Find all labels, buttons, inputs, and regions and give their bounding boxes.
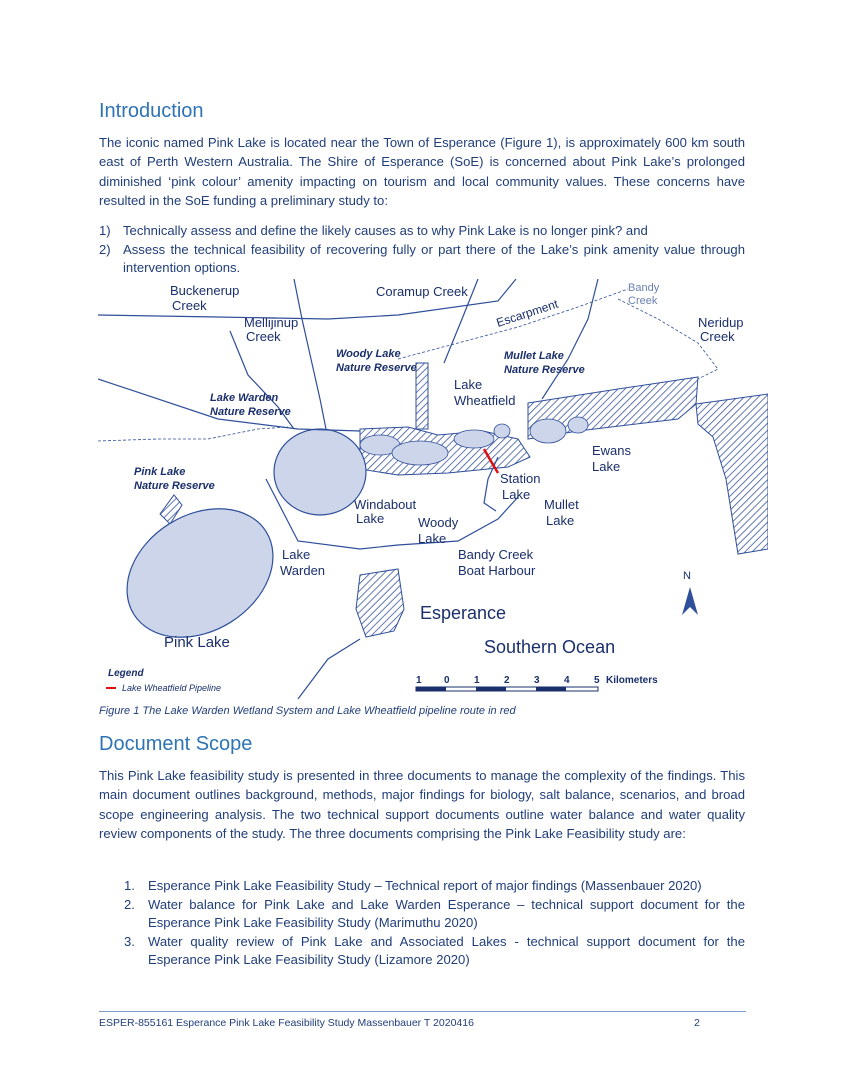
intro-list-item-2 <box>99 241 745 278</box>
southern-ocean-label: Southern Ocean <box>484 637 616 657</box>
esperance-label: Esperance <box>420 603 507 623</box>
buckenerup-label: Buckenerup <box>170 283 240 298</box>
windabout-lake-label: Lake <box>356 511 385 526</box>
ewans-lake-label: Lake <box>592 459 621 474</box>
list-number: 1. <box>124 878 135 893</box>
mullet-lake-water <box>530 419 566 443</box>
lake-warden-wetland-map <box>98 279 768 699</box>
wheatfield-lake-water <box>454 430 494 448</box>
scope-list-item-3 <box>124 933 745 970</box>
buckenerup-creek-label: Creek <box>172 298 207 313</box>
intro-list-item-1 <box>99 222 745 240</box>
mullet-label: Mullet <box>544 497 579 512</box>
bandy-creek-label: Creek <box>628 295 658 307</box>
list-text: Assess the technical feasibility of recovering fully or part there of the Lake’s pink amenity value through intervention options. <box>123 242 745 276</box>
warden-reserve-label-2: Nature Reserve <box>210 406 291 418</box>
neridup-label: Neridup <box>698 315 744 330</box>
introduction-heading: Introduction <box>99 100 204 122</box>
scope-list-item-1 <box>124 877 745 895</box>
scope-list-item-2 <box>124 896 745 933</box>
ewans-label: Ewans <box>592 443 632 458</box>
mullet-lake-label: Lake <box>546 513 575 528</box>
woody-reserve-label-2: Nature Reserve <box>336 362 417 374</box>
figure-caption: Figure 1 The Lake Warden Wetland System and Lake Wheatfield pipeline route in red <box>99 705 516 717</box>
scale-tick-label: 5 <box>594 675 600 686</box>
neridup-creek-label: Creek <box>700 329 735 344</box>
document-scope-paragraph: This Pink Lake feasibility study is presented in three documents to manage the complexity of the findings. This main document outlines background, methods, major findings for biology, salt balance, scenarios, and broad scope engineering analysis. The two technical support documents outline water balance and water quality review components of the study. The three documents comprising the Pink Lake Feasibility study are: <box>99 768 745 841</box>
legend-title: Legend <box>108 668 144 679</box>
scale-tick-label: 2 <box>504 675 510 686</box>
scale-unit-label: Kilometers <box>606 675 658 686</box>
introduction-paragraph: The iconic named Pink Lake is located near the Town of Esperance (Figure 1), is approximately 600 km south east of Perth Western Australia. The Shire of Esperance (SoE) is concerned about Pink Lake’s prolonged diminished ‘pink colour’ amenity impacting on tourism and local community values. These concerns have resulted in the SoE funding a preliminary study to: <box>99 135 745 208</box>
scale-tick-label: 4 <box>564 675 570 686</box>
woody-lake-label: Lake <box>418 531 447 546</box>
list-number: 2) <box>99 242 111 257</box>
station-label: Station <box>500 471 541 486</box>
page-number: 2 <box>694 1017 700 1029</box>
coramup-label: Coramup Creek <box>376 284 468 299</box>
lake-warden-label-2: Warden <box>280 563 326 578</box>
list-text: Water balance for Pink Lake and Lake Warden Esperance – technical support document for the Esperance Pink Lake Feasibility Study (Marimuthu 2020) <box>148 897 745 931</box>
mellijinup-label: Mellijinup <box>244 315 299 330</box>
scale-bar <box>416 687 598 691</box>
windabout-label: Windabout <box>354 497 417 512</box>
list-number: 1) <box>99 223 111 238</box>
ewans-lake-water <box>568 417 588 433</box>
station-lake-label: Lake <box>502 487 531 502</box>
list-text: Water quality review of Pink Lake and Associated Lakes - technical support document for the Esperance Pink Lake Feasibility Study (Lizamore 2020) <box>148 934 745 968</box>
north-label: N <box>683 570 691 582</box>
list-text: Technically assess and define the likely causes as to why Pink Lake is no longer pink? and <box>123 223 648 238</box>
warden-reserve-label-1: Lake Warden <box>210 392 279 404</box>
bandy-label: Bandy <box>628 282 660 294</box>
station-lake-water <box>494 424 510 438</box>
woody-reserve-label-1: Woody Lake <box>336 348 401 360</box>
list-number: 2. <box>124 897 135 912</box>
mullet-reserve-label-2: Nature Reserve <box>504 364 585 376</box>
pink-reserve-label-1: Pink Lake <box>134 466 186 478</box>
legend-item-label: Lake Wheatfield Pipeline <box>122 683 222 693</box>
pink-reserve-label-2: Nature Reserve <box>134 480 215 492</box>
list-number: 3. <box>124 934 135 949</box>
wheatfield-label: Wheatfield <box>454 393 516 408</box>
scale-tick-label: 1 <box>474 675 480 686</box>
footer-document-id: ESPER-855161 Esperance Pink Lake Feasibility Study Massenbauer T 2020416 <box>99 1017 474 1029</box>
scale-tick-label: 3 <box>534 675 540 686</box>
footer-divider <box>99 1011 746 1012</box>
document-scope-heading: Document Scope <box>99 733 253 755</box>
lake-warden-label-1: Lake <box>282 547 311 562</box>
bandy-creek-harbour-label-1: Bandy Creek <box>458 547 534 562</box>
escarpment-label: Escarpment <box>494 296 560 330</box>
scale-tick-label: 1 <box>416 675 422 686</box>
wheatfield-lake-label: Lake <box>454 377 483 392</box>
woody-lake-reserve-area <box>416 363 428 429</box>
woody-lake-water <box>392 441 448 465</box>
bandy-creek-harbour-label-2: Boat Harbour <box>458 563 536 578</box>
woody-label: Woody <box>418 515 459 530</box>
mellijinup-creek-label: Creek <box>246 329 281 344</box>
mullet-reserve-label-1: Mullet Lake <box>504 350 564 362</box>
scale-tick-label: 0 <box>444 675 450 686</box>
lake-warden-water <box>274 429 366 515</box>
pink-lake-label: Pink Lake <box>164 634 230 651</box>
list-text: Esperance Pink Lake Feasibility Study – Technical report of major findings (Massenbauer 2020) <box>148 878 702 893</box>
